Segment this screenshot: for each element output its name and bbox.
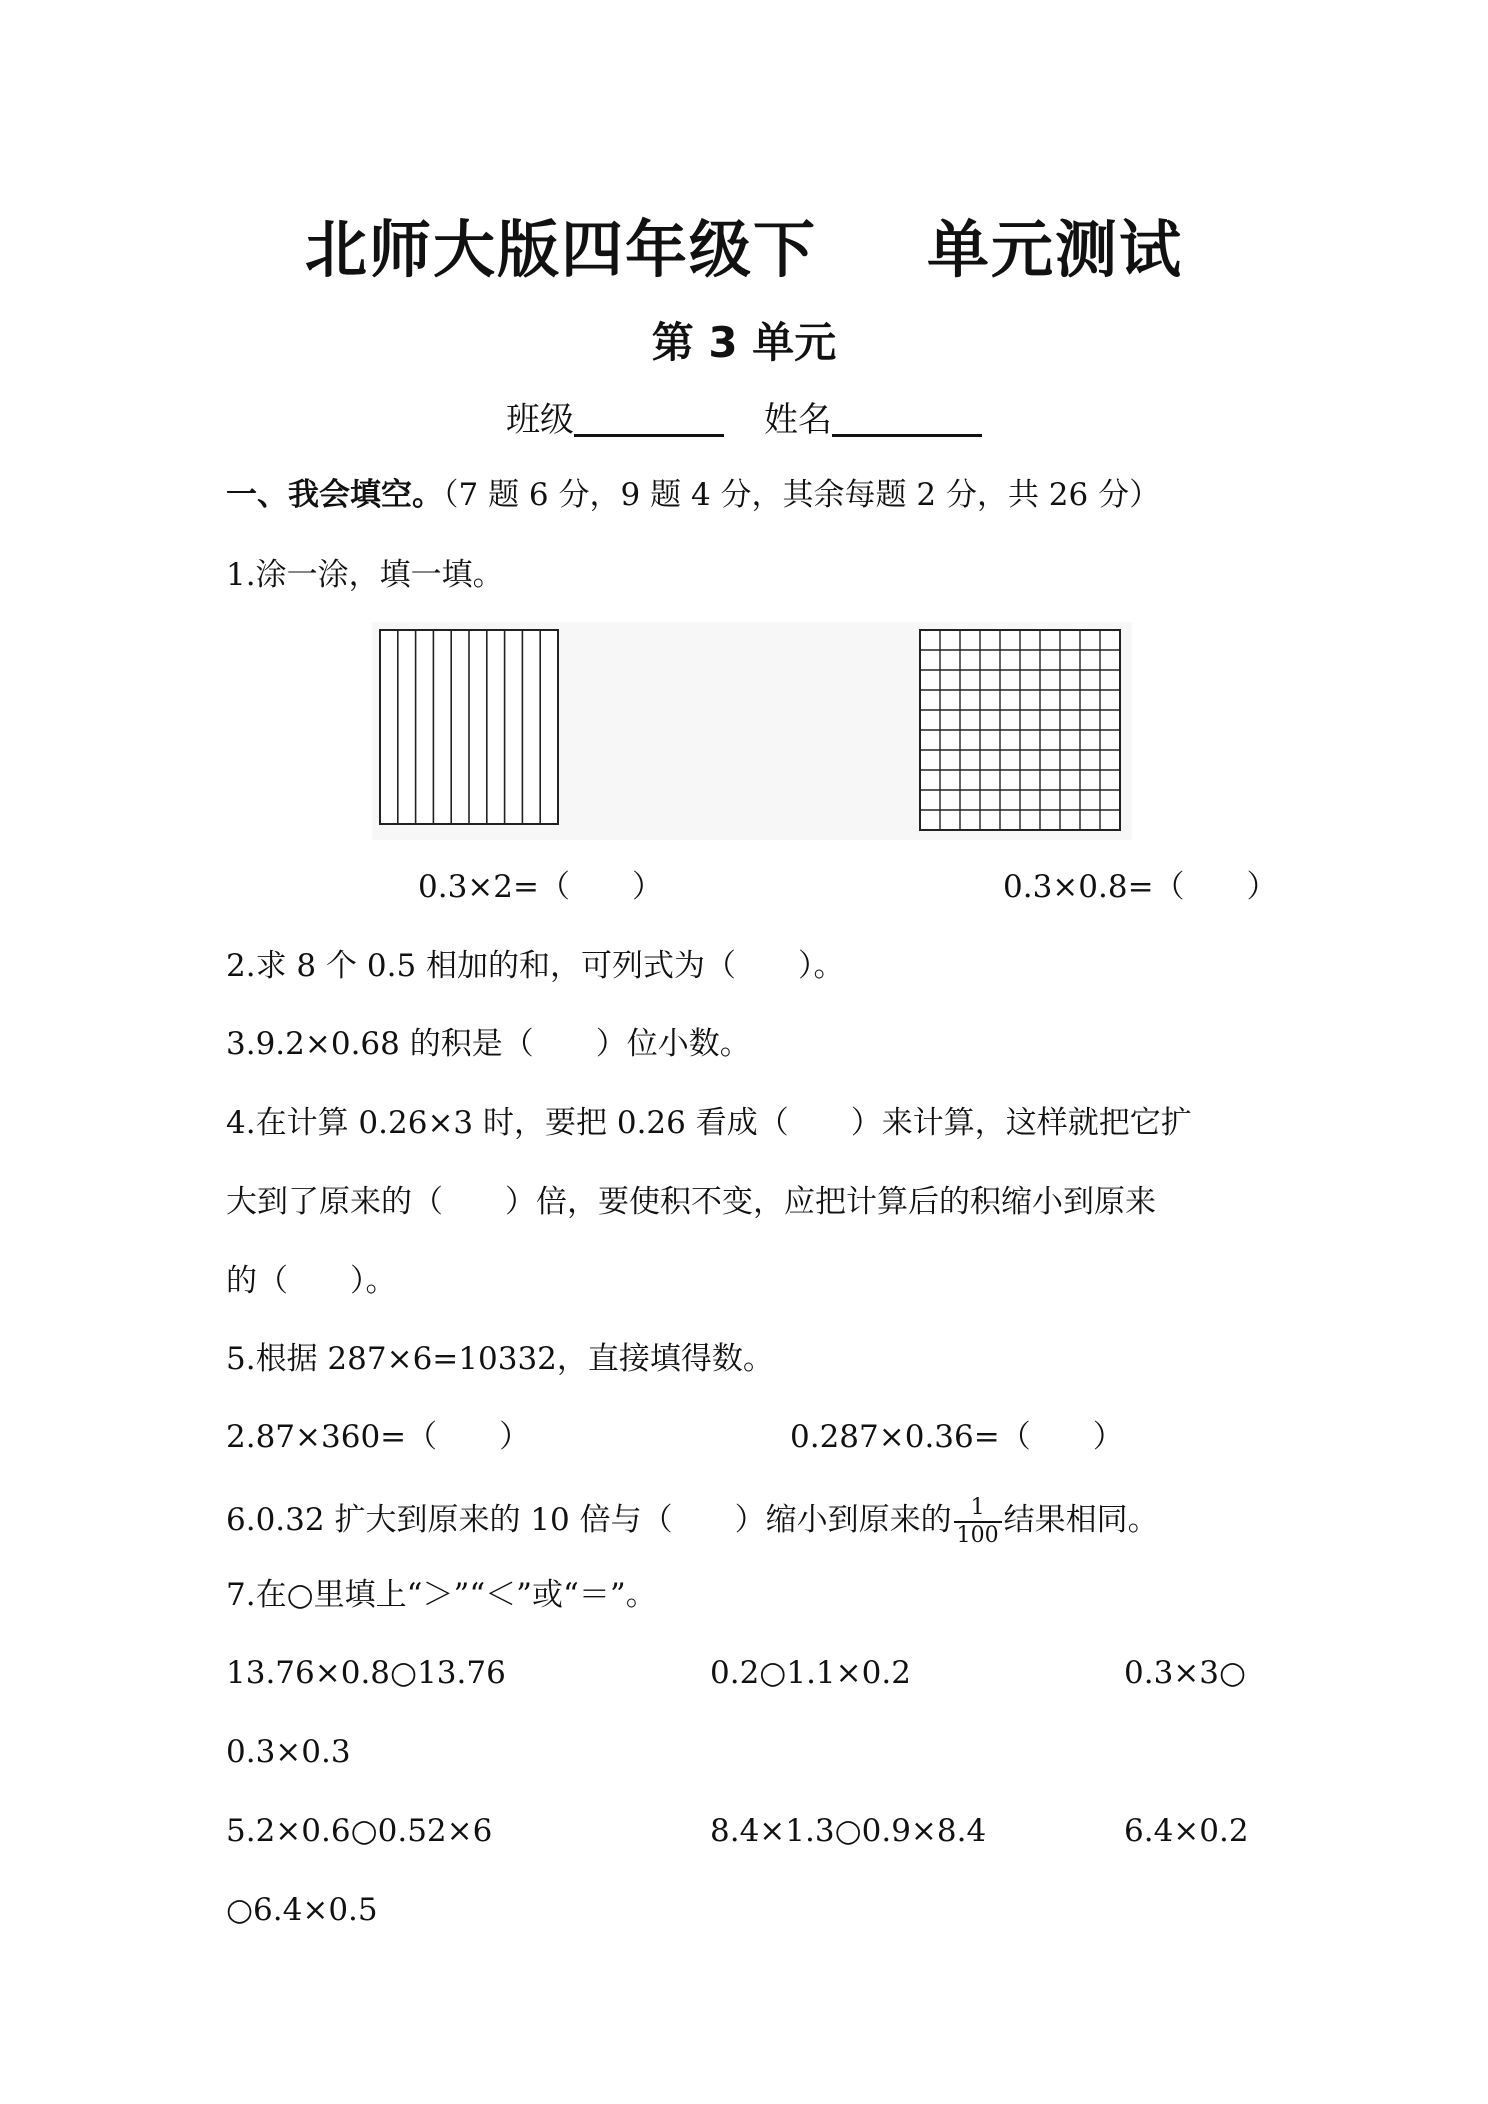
q1-figures: [372, 622, 1132, 840]
title-part2: 单元测试: [927, 213, 1184, 286]
q6-fraction: [954, 1495, 1002, 1549]
class-blank[interactable]: [574, 400, 724, 437]
question-5: 5.根据 287×6=10332，直接填得数。: [226, 1341, 774, 1377]
q7-row2-item3: 6.4×0.2: [1124, 1813, 1249, 1849]
q7-row2-item1: 5.2×0.6○0.52×6: [226, 1813, 493, 1849]
question-6: [226, 1490, 1159, 1550]
strip-grid-figure[interactable]: [380, 630, 558, 824]
class-label: 班级: [506, 400, 574, 440]
q7-row2-continuation: ○6.4×0.5: [226, 1892, 378, 1928]
question-4-line-2: 大到了原来的（ ）倍，要使积不变，应把计算后的积缩小到原来: [226, 1184, 1156, 1220]
fraction-numerator: 1: [954, 1495, 1002, 1523]
section-1-heading-line: [226, 475, 1160, 515]
q1-left-expression: 0.3×2=（ ）: [418, 869, 663, 905]
q7-row1-item3: 0.3×3○: [1124, 1655, 1247, 1691]
q5-right-expression: 0.287×0.36=（ ）: [790, 1419, 1124, 1455]
page-subtitle: 第 3 单元: [651, 318, 837, 367]
q1-right-expression: 0.3×0.8=（ ）: [1003, 869, 1278, 905]
student-info-line: [0, 392, 1488, 441]
square-grid-figure[interactable]: [920, 630, 1120, 830]
q7-row2-item2: 8.4×1.3○0.9×8.4: [710, 1813, 987, 1849]
q6-text-before: 6.0.32 扩大到原来的 10 倍与（ ）缩小到原来的: [226, 1502, 952, 1538]
q7-row1-item2: 0.2○1.1×0.2: [710, 1655, 911, 1691]
question-3: 3.9.2×0.68 的积是（ ）位小数。: [226, 1026, 751, 1062]
name-blank[interactable]: [832, 400, 982, 437]
title-part1: 北师大版四年级下: [304, 213, 817, 286]
q7-row1-item1: 13.76×0.8○13.76: [226, 1655, 506, 1691]
fraction-denominator: 100: [956, 1522, 999, 1548]
question-1: 1.涂一涂，填一填。: [226, 557, 504, 593]
question-2: 2.求 8 个 0.5 相加的和，可列式为（ ）。: [226, 948, 845, 984]
section-1-points: （7 题 6 分，9 题 4 分，其余每题 2 分，共 26 分）: [443, 477, 1161, 513]
q6-text-after: 结果相同。: [1003, 1502, 1159, 1538]
name-label: 姓名: [764, 400, 832, 440]
question-4-line-1: 4.在计算 0.26×3 时，要把 0.26 看成（ ）来计算，这样就把它扩: [226, 1105, 1192, 1141]
question-4-line-3: 的（ ）。: [226, 1263, 397, 1299]
page-title: [0, 200, 1488, 289]
q5-left-expression: 2.87×360=（ ）: [226, 1419, 531, 1455]
q7-row1-continuation: 0.3×0.3: [226, 1734, 351, 1770]
question-7: 7.在○里填上“＞”“＜”或“＝”。: [226, 1577, 657, 1613]
section-1-heading: 一、我会填空。: [226, 477, 443, 513]
